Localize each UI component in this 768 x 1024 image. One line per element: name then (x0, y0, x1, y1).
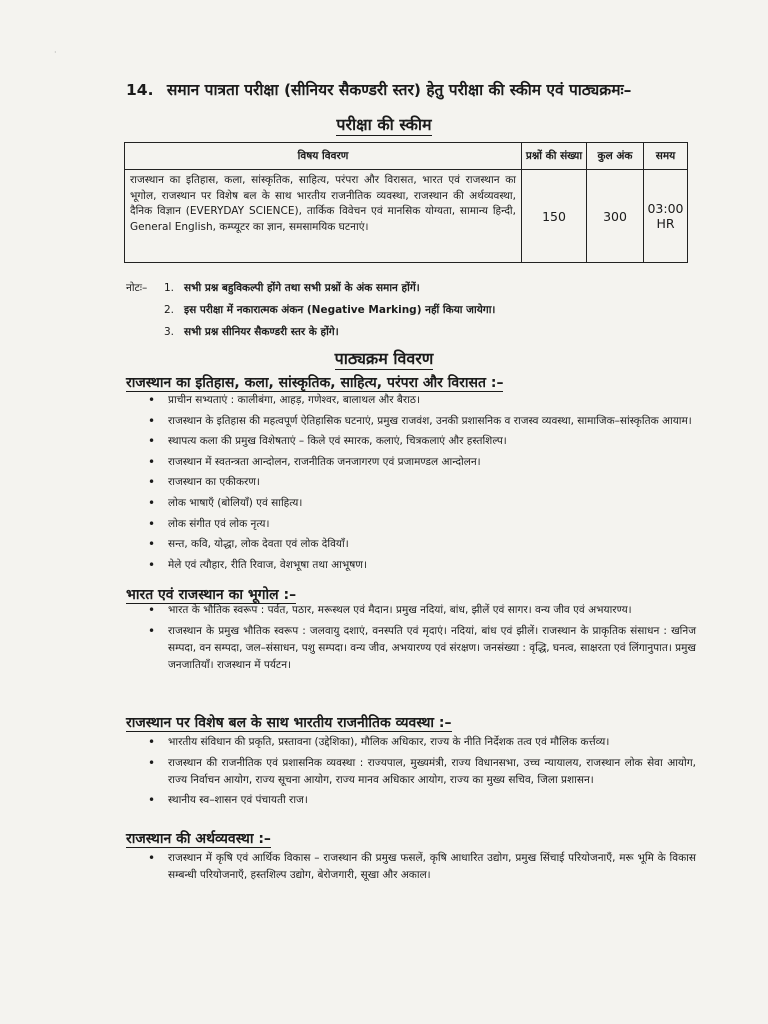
note-item (126, 321, 495, 343)
note-number: 2. (164, 304, 175, 316)
note-item (126, 299, 495, 321)
list-item: • प्राचीन सभ्यताएं : कालीबंगा, आहड़, गणेश्वर, बालाथल और बैराठ। (148, 392, 696, 409)
notes (126, 277, 495, 343)
cell-marks: 300 (587, 170, 644, 263)
header-marks: कुल अंक (587, 143, 644, 170)
note-text: इस परीक्षा में नकारात्मक अंकन (Negative Marking) नहीं किया जायेगा। (184, 304, 496, 316)
heading-number: 14. (126, 81, 154, 99)
list-item: • राजस्थान में स्वतन्त्रता आन्दोलन, राजनीतिक जनजागरण एवं प्रजामण्डल आन्दोलन। (148, 454, 696, 471)
list-item: • राजस्थान के प्रमुख भौतिक स्वरूप : जलवायु दशाएं, वनस्पति एवं मृदाएं। नदियां, बांध एवं झीलें। राजस्थान के प्राकृतिक संसाधन : खनिज सम्पदा, वन सम्पदा, जल–संसाधन, पशु सम्पदा। वन्य जीव, अभयारण्य एवं संरक्षण। जनसंख्या : वृद्धि, घनत्व, साक्षरता एवं लिंगानुपात। प्रमुख जनजातियाँ। राजस्थान में पर्यटन। (148, 623, 696, 674)
cell-questions: 150 (522, 170, 587, 263)
note-item (126, 277, 495, 299)
list-item: • राजस्थान की राजनीतिक एवं प्रशासनिक व्यवस्था : राज्यपाल, मुख्यमंत्री, राज्य विधानसभा, उच्च न्यायालय, राजस्थान लोक सेवा आयोग, राज्य निर्वाचन आयोग, राज्य सूचना आयोग, राज्य मानव अधिकार आयोग, राज्य का मुख्य सचिव, जिला प्रशासन। (148, 755, 696, 789)
table-row (125, 170, 688, 263)
section-list-economy (148, 850, 696, 888)
list-item: • भारत के भौतिक स्वरूप : पर्वत, पठार, मरूस्थल एवं मैदान। प्रमुख नदियां, बांध, झीलें एवं सागर। वन्य जीव एवं अभयारण्य। (148, 602, 696, 619)
list-item: • लोक संगीत एवं लोक नृत्य। (148, 516, 696, 533)
table-header-row (125, 143, 688, 170)
section-list-geography (148, 602, 696, 677)
margin-mark: · (54, 48, 57, 57)
note-text: सभी प्रश्न सीनियर सैकण्डरी स्तर के होंगे। (184, 326, 339, 338)
section-title-polity: राजस्थान पर विशेष बल के साथ भारतीय राजनीतिक व्यवस्था :– (126, 715, 452, 731)
main-heading (126, 78, 726, 100)
list-item: • सन्त, कवि, योद्धा, लोक देवता एवं लोक देवियाँ। (148, 536, 696, 553)
list-item: • राजस्थान में कृषि एवं आर्थिक विकास – राजस्थान की प्रमुख फसलें, कृषि आधारित उद्योग, प्रमुख सिंचाई परियोजनाएँ, मरू भूमि के विकास सम्बन्धी परियोजनाएँ, हस्तशिल्प उद्योग, बेरोजगारी, सूखा और अकाल। (148, 850, 696, 884)
syllabus-title: पाठ्यक्रम विवरण (334, 349, 434, 368)
list-item: • स्थानीय स्व–शासन एवं पंचायती राज। (148, 792, 696, 809)
cell-time: 03:00 HR (644, 170, 688, 263)
section-list-history (148, 392, 696, 577)
section-list-polity (148, 734, 696, 813)
section-title-history: राजस्थान का इतिहास, कला, सांस्कृतिक, साहित्य, परंपरा और विरासत :– (126, 375, 504, 391)
list-item: • राजस्थान के इतिहास की महत्वपूर्ण ऐतिहासिक घटनाएं, प्रमुख राजवंश, उनकी प्रशासनिक व राजस्व व्यवस्था, सामाजिक–सांस्कृतिक आयाम। (148, 413, 696, 430)
note-text: सभी प्रश्न बहुविकल्पी होंगे तथा सभी प्रश्नों के अंक समान होंगें। (184, 282, 420, 294)
list-item: • लोक भाषाएँ (बोलियाँ) एवं साहित्य। (148, 495, 696, 512)
list-item: • राजस्थान का एकीकरण। (148, 474, 696, 491)
scheme-table (124, 142, 688, 263)
list-item: • स्थापत्य कला की प्रमुख विशेषताएं – किले एवं स्मारक, कलाएं, चित्रकलाएं और हस्तशिल्प। (148, 433, 696, 450)
header-questions: प्रश्नों की संख्या (522, 143, 587, 170)
cell-subject: राजस्थान का इतिहास, कला, सांस्कृतिक, साहित्य, परंपरा और विरासत, भारत एवं राजस्थान का भूगोल, राजस्थान पर विशेष बल के साथ भारतीय राजनीतिक व्यवस्था, राजस्थान की अर्थव्यवस्था, दैनिक विज्ञान (EVERYDAY SCIENCE), तार्किक विवेचन एवं मानसिक योग्यता, सामान्य हिन्दी, General English, कम्प्यूटर का ज्ञान, समसामयिक घटनाएं। (125, 170, 522, 263)
heading-text: समान पात्रता परीक्षा (सीनियर सैकण्डरी स्तर) हेतु परीक्षा की स्कीम एवं पाठ्यक्रमः– (166, 81, 632, 99)
section-title-economy: राजस्थान की अर्थव्यवस्था :– (126, 831, 271, 847)
header-time: समय (644, 143, 688, 170)
section-title-geography: भारत एवं राजस्थान का भूगोल :– (126, 587, 297, 603)
list-item: • मेले एवं त्यौहार, रीति रिवाज, वेशभूषा तथा आभूषण। (148, 557, 696, 574)
notes-label: नोटः– (126, 282, 148, 294)
scheme-title: परीक्षा की स्कीम (336, 115, 432, 134)
note-number: 1. (164, 282, 175, 294)
note-number: 3. (164, 326, 175, 338)
header-subject: विषय विवरण (125, 143, 522, 170)
list-item: • भारतीय संविधान की प्रकृति, प्रस्तावना (उद्देशिका), मौलिक अधिकार, राज्य के नीति निर्देशक तत्व एवं मौलिक कर्त्तव्य। (148, 734, 696, 751)
